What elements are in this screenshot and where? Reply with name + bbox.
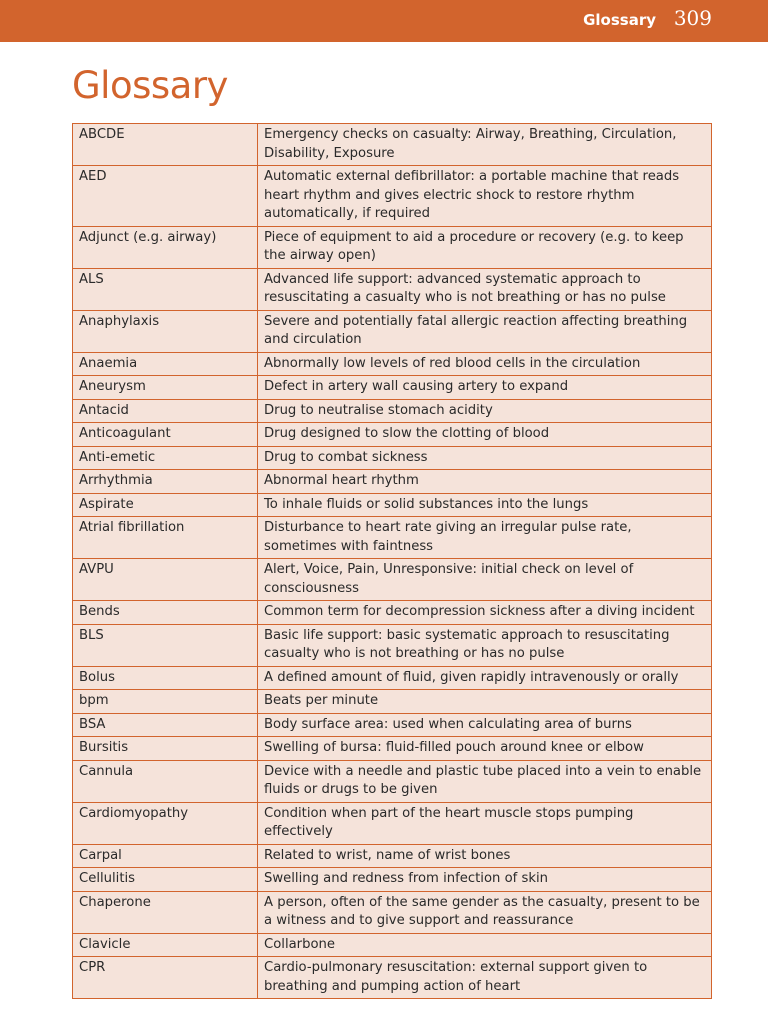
glossary-term: Bends (73, 601, 258, 625)
glossary-term: Antacid (73, 399, 258, 423)
glossary-term: Bolus (73, 666, 258, 690)
glossary-term: Arrhythmia (73, 470, 258, 494)
glossary-term: Atrial fibrillation (73, 517, 258, 559)
table-row (73, 352, 712, 376)
glossary-definition: Advanced life support: advanced systematic approach to resuscitating a casualty who is not breathing or has no pulse (258, 268, 712, 310)
glossary-term: Chaperone (73, 891, 258, 933)
glossary-definition: Beats per minute (258, 690, 712, 714)
glossary-definition: Severe and potentially fatal allergic reaction affecting breathing and circulation (258, 310, 712, 352)
glossary-term: Bursitis (73, 737, 258, 761)
glossary-definition: Drug to combat sickness (258, 446, 712, 470)
glossary-term: Anaphylaxis (73, 310, 258, 352)
glossary-definition: Common term for decompression sickness after a diving incident (258, 601, 712, 625)
glossary-term: bpm (73, 690, 258, 714)
glossary-term: Anti-emetic (73, 446, 258, 470)
glossary-term: Aneurysm (73, 376, 258, 400)
glossary-term: AED (73, 166, 258, 227)
glossary-table (72, 123, 712, 999)
table-row (73, 493, 712, 517)
table-row (73, 268, 712, 310)
header-bar (0, 0, 768, 42)
glossary-definition: To inhale fluids or solid substances into the lungs (258, 493, 712, 517)
table-row (73, 868, 712, 892)
glossary-definition: Body surface area: used when calculating area of burns (258, 713, 712, 737)
table-row (73, 601, 712, 625)
table-row (73, 802, 712, 844)
table-row (73, 399, 712, 423)
table-row (73, 891, 712, 933)
table-row (73, 559, 712, 601)
glossary-term: BSA (73, 713, 258, 737)
table-row (73, 737, 712, 761)
glossary-definition: Drug to neutralise stomach acidity (258, 399, 712, 423)
table-row (73, 933, 712, 957)
glossary-term: Aspirate (73, 493, 258, 517)
glossary-term: ALS (73, 268, 258, 310)
glossary-definition: Automatic external defibrillator: a portable machine that reads heart rhythm and gives electric shock to restore rhythm automatically, if required (258, 166, 712, 227)
table-row (73, 690, 712, 714)
glossary-definition: Cardio-pulmonary resuscitation: external support given to breathing and pumping action of heart (258, 957, 712, 999)
glossary-definition: Collarbone (258, 933, 712, 957)
glossary-definition: Device with a needle and plastic tube placed into a vein to enable fluids or drugs to be given (258, 760, 712, 802)
running-head: Glossary (583, 11, 656, 29)
page-number: 309 (673, 6, 712, 30)
glossary-definition: Swelling of bursa: fluid-filled pouch around knee or elbow (258, 737, 712, 761)
glossary-definition: Emergency checks on casualty: Airway, Breathing, Circulation, Disability, Exposure (258, 124, 712, 166)
glossary-definition: Basic life support: basic systematic approach to resuscitating casualty who is not breathing or has no pulse (258, 624, 712, 666)
table-row (73, 124, 712, 166)
glossary-term: Anticoagulant (73, 423, 258, 447)
glossary-term: Cardiomyopathy (73, 802, 258, 844)
table-row (73, 760, 712, 802)
glossary-definition: Defect in artery wall causing artery to expand (258, 376, 712, 400)
glossary-term: ABCDE (73, 124, 258, 166)
glossary-definition: Related to wrist, name of wrist bones (258, 844, 712, 868)
glossary-term: CPR (73, 957, 258, 999)
glossary-definition: Abnormal heart rhythm (258, 470, 712, 494)
glossary-term: Cellulitis (73, 868, 258, 892)
glossary-term: AVPU (73, 559, 258, 601)
table-row (73, 166, 712, 227)
table-row (73, 470, 712, 494)
table-row (73, 376, 712, 400)
table-row (73, 310, 712, 352)
glossary-definition: Drug designed to slow the clotting of blood (258, 423, 712, 447)
glossary-definition: A person, often of the same gender as the casualty, present to be a witness and to give support and reassurance (258, 891, 712, 933)
glossary-definition: Disturbance to heart rate giving an irregular pulse rate, sometimes with faintness (258, 517, 712, 559)
table-row (73, 713, 712, 737)
glossary-term: BLS (73, 624, 258, 666)
glossary-term: Anaemia (73, 352, 258, 376)
page-title: Glossary (72, 64, 228, 107)
table-row (73, 666, 712, 690)
glossary-definition: A defined amount of fluid, given rapidly intravenously or orally (258, 666, 712, 690)
glossary-term: Clavicle (73, 933, 258, 957)
glossary-definition: Alert, Voice, Pain, Unresponsive: initial check on level of consciousness (258, 559, 712, 601)
table-row (73, 226, 712, 268)
glossary-term: Cannula (73, 760, 258, 802)
table-row (73, 446, 712, 470)
glossary-definition: Abnormally low levels of red blood cells in the circulation (258, 352, 712, 376)
table-row (73, 957, 712, 999)
table-row (73, 844, 712, 868)
table-row (73, 423, 712, 447)
glossary-definition: Condition when part of the heart muscle stops pumping effectively (258, 802, 712, 844)
glossary-definition: Piece of equipment to aid a procedure or recovery (e.g. to keep the airway open) (258, 226, 712, 268)
glossary-term: Adjunct (e.g. airway) (73, 226, 258, 268)
glossary-definition: Swelling and redness from infection of skin (258, 868, 712, 892)
table-row (73, 517, 712, 559)
glossary-term: Carpal (73, 844, 258, 868)
table-row (73, 624, 712, 666)
